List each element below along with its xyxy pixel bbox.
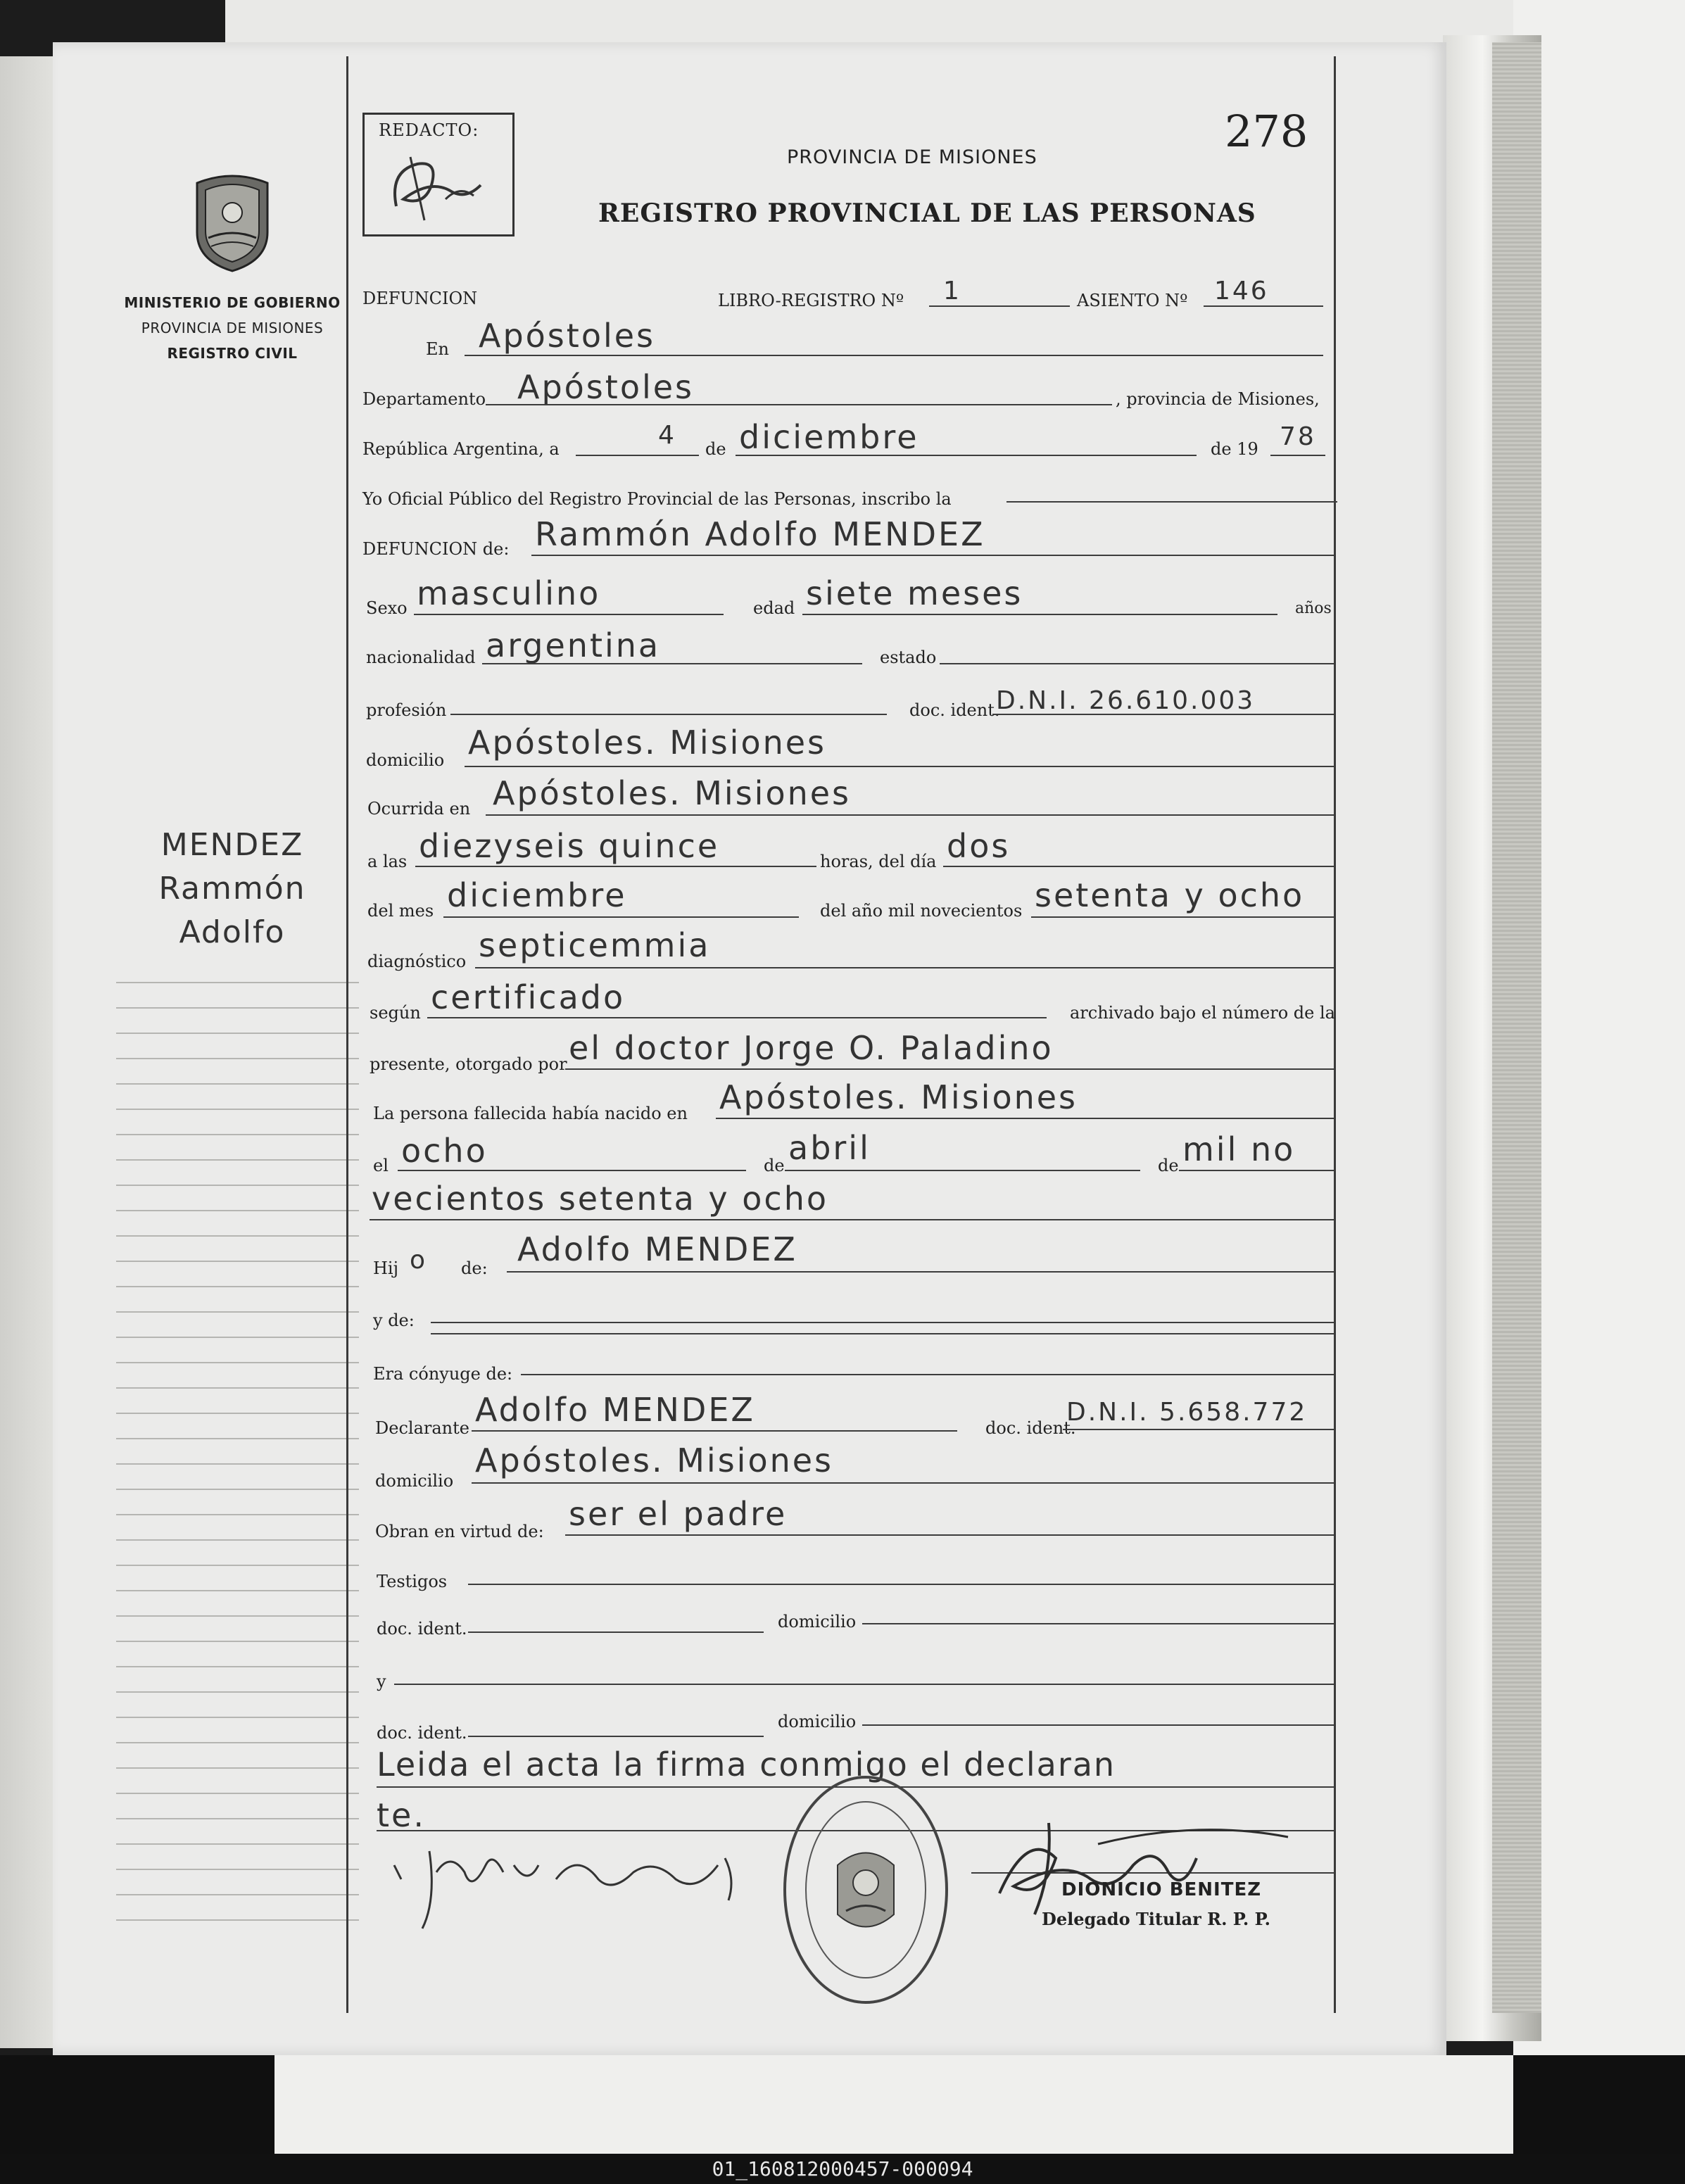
- nacionalidad-label: nacionalidad: [366, 648, 476, 667]
- margin-rule: [116, 1337, 359, 1338]
- registry-seal-stamp: [781, 1774, 950, 2006]
- declarante-value: Adolfo MENDEZ: [475, 1391, 755, 1429]
- month-underline: [736, 455, 1197, 456]
- profesion-underline: [450, 714, 887, 715]
- presente-label: presente, otorgado por: [370, 1054, 567, 1074]
- hijo-underline: [507, 1271, 1334, 1273]
- margin-rule: [116, 982, 359, 983]
- record-type-label: DEFUNCION: [362, 289, 478, 308]
- margin-rule: [116, 1843, 359, 1845]
- margin-rule: [116, 1261, 359, 1262]
- testigos-underline: [468, 1584, 1334, 1585]
- t2-doc-underline: [468, 1736, 764, 1737]
- nacido-label: La persona fallecida había nacido en: [373, 1104, 688, 1123]
- libro-underline: [929, 305, 1070, 307]
- sexo-label: Sexo: [366, 598, 408, 618]
- margin-rule: [116, 1109, 359, 1110]
- departamento-label: Departamento: [362, 389, 486, 409]
- nac-de2-label: de: [1158, 1156, 1179, 1175]
- mes-underline: [443, 916, 799, 918]
- redacto-label: REDACTO:: [379, 120, 479, 140]
- t1-dom-label: domicilio: [778, 1612, 857, 1631]
- registry-title: REGISTRO PROVINCIAL DE LAS PERSONAS: [598, 198, 1256, 228]
- margin-middle-name: Adolfo: [179, 914, 286, 950]
- diagnostico-underline: [475, 967, 1334, 968]
- profesion-label: profesión: [366, 700, 447, 720]
- margin-rule: [116, 1691, 359, 1693]
- asiento-value: 146: [1214, 277, 1269, 305]
- diagnostico-label: diagnóstico: [367, 952, 467, 971]
- margin-rule: [116, 1438, 359, 1439]
- doc-ident-label: doc. ident.: [909, 700, 1000, 720]
- margin-rule: [116, 1514, 359, 1515]
- dia-underline: [943, 866, 1334, 867]
- del-mes-label: del mes: [367, 901, 434, 921]
- horas-label: horas, del día: [820, 852, 937, 871]
- obran-label: Obran en virtud de:: [375, 1522, 544, 1541]
- el-label: el: [373, 1156, 389, 1175]
- province-title: PROVINCIA DE MISIONES: [787, 146, 1037, 168]
- year-value: 78: [1280, 422, 1316, 451]
- official-signature: [985, 1816, 1295, 1921]
- margin-rule: [116, 1387, 359, 1389]
- margin-rule: [116, 1919, 359, 1921]
- leida-line-2: te.: [377, 1796, 426, 1834]
- segun-label: según: [370, 1003, 421, 1023]
- asiento-underline: [1204, 305, 1323, 307]
- edad-value: siete meses: [806, 574, 1023, 612]
- nacionalidad-value: argentina: [486, 626, 661, 664]
- declarante-doc-underline: [1063, 1429, 1334, 1430]
- margin-rule: [116, 1210, 359, 1211]
- margin-rule: [116, 1767, 359, 1769]
- t2-dom-underline: [862, 1724, 1334, 1726]
- margin-rule: [116, 1413, 359, 1414]
- month-value: diciembre: [739, 418, 919, 456]
- asiento-label: ASIENTO Nº: [1077, 291, 1188, 310]
- presente-underline: [565, 1068, 1334, 1070]
- ministry-line-3: REGISTRO CIVIL: [167, 345, 298, 362]
- margin-rule: [116, 1641, 359, 1642]
- anio-underline: [1031, 916, 1334, 918]
- yo-oficial-text: Yo Oficial Público del Registro Provincial de las Personas, inscribo la: [362, 489, 952, 509]
- republica-label: República Argentina, a: [362, 439, 560, 459]
- ministry-line-1: MINISTERIO DE GOBIERNO: [124, 294, 341, 311]
- margin-rule: [116, 1793, 359, 1794]
- margin-rule: [116, 1311, 359, 1313]
- domicilio-underline: [465, 766, 1334, 767]
- decl-domicilio-value: Apóstoles. Misiones: [475, 1441, 834, 1479]
- official-name: DIONICIO BENITEZ: [1061, 1879, 1262, 1900]
- margin-rule: [116, 1134, 359, 1135]
- date-de-label: de: [705, 439, 726, 459]
- margin-rule: [116, 1362, 359, 1363]
- nac-anio-value-2: vecientos setenta y ocho: [372, 1180, 828, 1218]
- nac-dia-value: ocho: [401, 1132, 488, 1170]
- estado-label: estado: [880, 648, 937, 667]
- nacido-underline: [716, 1118, 1334, 1119]
- margin-rule: [116, 1159, 359, 1161]
- hijo-suffix: o: [410, 1246, 428, 1275]
- en-label: En: [426, 339, 449, 359]
- t1-dom-underline: [862, 1623, 1334, 1624]
- nac-anio-value-1: mil no: [1182, 1130, 1296, 1168]
- conyuge-label: Era cónyuge de:: [373, 1364, 513, 1384]
- margin-rule: [116, 1869, 359, 1870]
- background-top: [225, 0, 1563, 42]
- decl-domicilio-underline: [472, 1482, 1334, 1484]
- ministry-block: [113, 169, 352, 366]
- official-title: Delegado Titular R. P. P.: [1042, 1909, 1270, 1929]
- margin-rule: [116, 1717, 359, 1718]
- t2-doc-label: doc. ident.: [377, 1723, 467, 1743]
- page-number: 278: [1225, 106, 1308, 157]
- defuncion-de-underline: [531, 555, 1334, 556]
- t2-dom-label: domicilio: [778, 1712, 857, 1731]
- anio-mil-label: del año mil novecientos: [820, 901, 1023, 921]
- edad-underline: [802, 614, 1277, 615]
- image-caption: 01_160812000457-000094: [0, 2154, 1685, 2184]
- margin-name-block: [113, 823, 352, 954]
- t2-y-underline: [394, 1684, 1334, 1685]
- segun-value: certificado: [431, 978, 626, 1016]
- t1-doc-underline: [468, 1631, 764, 1633]
- provincia-suffix: , provincia de Misiones,: [1116, 389, 1320, 409]
- nac-de-label: de: [764, 1156, 785, 1175]
- margin-rule: [116, 1489, 359, 1490]
- year-underline: [1270, 455, 1325, 456]
- ministry-line-2: PROVINCIA DE MISIONES: [141, 320, 324, 336]
- margin-rule: [116, 1083, 359, 1085]
- leida-line-1: Leida el acta la firma conmigo el declaran: [377, 1746, 1116, 1784]
- margin-divider-line: [346, 56, 348, 2013]
- estado-underline: [940, 663, 1334, 664]
- ocurrida-label: Ocurrida en: [367, 799, 471, 819]
- hora-value: diezyseis quince: [419, 827, 720, 865]
- anio-value: setenta y ocho: [1035, 876, 1305, 914]
- obran-underline: [565, 1534, 1334, 1536]
- y-de-label: y de:: [373, 1311, 415, 1330]
- anos-label: años: [1295, 600, 1332, 617]
- archivado-label: archivado bajo el número de la: [1070, 1003, 1335, 1023]
- mes-value: diciembre: [447, 876, 627, 914]
- sexo-value: masculino: [417, 574, 601, 612]
- t2-y-label: y: [377, 1672, 386, 1691]
- margin-rule: [116, 1033, 359, 1034]
- nac-anio-underline-1: [1179, 1170, 1334, 1171]
- diagnostico-value: septicemmia: [479, 926, 711, 964]
- margin-rule: [116, 1818, 359, 1819]
- departamento-value: Apóstoles: [517, 368, 695, 406]
- declarante-doc-value: D.N.I. 5.658.772: [1066, 1398, 1308, 1427]
- day-underline: [576, 455, 699, 456]
- margin-rule: [116, 1590, 359, 1591]
- declarant-signature: [387, 1830, 753, 1943]
- nac-dia-underline: [398, 1170, 746, 1171]
- obran-value: ser el padre: [569, 1495, 788, 1533]
- year-prefix: de 19: [1211, 439, 1258, 459]
- margin-rule: [116, 1894, 359, 1895]
- y-de-underline-2: [431, 1333, 1334, 1334]
- nacionalidad-underline: [482, 663, 862, 664]
- libro-value: 1: [943, 277, 961, 305]
- segun-underline: [427, 1017, 1047, 1018]
- testigos-label: Testigos: [377, 1572, 448, 1591]
- margin-rule: [116, 1286, 359, 1287]
- nac-anio-underline-2: [370, 1219, 1334, 1220]
- departamento-underline: [486, 404, 1112, 405]
- doc-ident-underline: [992, 714, 1334, 715]
- hijo-label: Hij: [373, 1258, 399, 1278]
- province-emblem-icon: [190, 169, 274, 274]
- presente-value: el doctor Jorge O. Paladino: [569, 1029, 1054, 1067]
- y-de-underline: [431, 1322, 1334, 1323]
- hijo-value: Adolfo MENDEZ: [517, 1230, 797, 1268]
- hora-underline: [415, 866, 816, 867]
- doc-ident-value: D.N.I. 26.610.003: [996, 686, 1256, 715]
- margin-rule: [116, 1235, 359, 1237]
- right-border-line: [1334, 56, 1336, 2013]
- day-value: 4: [658, 421, 676, 450]
- declarante-underline: [472, 1430, 957, 1432]
- en-value: Apóstoles: [479, 317, 656, 355]
- defuncion-de-label: DEFUNCION de:: [362, 539, 510, 559]
- libro-label: LIBRO-REGISTRO Nº: [718, 291, 904, 310]
- margin-rule: [116, 1742, 359, 1743]
- redacto-initials-signature: [375, 143, 502, 227]
- margin-rule: [116, 1007, 359, 1009]
- nacido-value: Apóstoles. Misiones: [719, 1078, 1078, 1116]
- margin-surname: MENDEZ: [160, 827, 304, 863]
- margin-rule: [116, 1463, 359, 1465]
- domicilio-value: Apóstoles. Misiones: [468, 724, 827, 762]
- margin-rule: [116, 1058, 359, 1059]
- hijo-de-label: de:: [461, 1258, 488, 1278]
- a-las-label: a las: [367, 852, 408, 871]
- margin-rule: [116, 1185, 359, 1186]
- sexo-underline: [414, 614, 724, 615]
- ocurrida-value: Apóstoles. Misiones: [493, 774, 852, 812]
- en-underline: [465, 355, 1323, 356]
- defuncion-de-value: Rammón Adolfo MENDEZ: [535, 515, 985, 553]
- declarante-doc-label: doc. ident.: [985, 1418, 1076, 1438]
- redacto-box: [362, 113, 515, 236]
- margin-rule: [116, 1666, 359, 1667]
- edad-label: edad: [753, 598, 795, 618]
- dia-value: dos: [947, 827, 1011, 865]
- decl-domicilio-label: domicilio: [375, 1471, 454, 1491]
- margin-first-name: Rammón: [158, 871, 306, 907]
- bottom-light-strip: [274, 2055, 1513, 2154]
- nac-mes-value: abril: [788, 1129, 871, 1167]
- margin-rule: [116, 1615, 359, 1617]
- nac-mes-underline: [785, 1170, 1140, 1171]
- ocurrida-underline: [486, 814, 1334, 816]
- book-spine-cloth: [1492, 42, 1541, 2013]
- declarante-label: Declarante: [375, 1418, 469, 1438]
- t1-doc-label: doc. ident.: [377, 1619, 467, 1639]
- margin-rule: [116, 1565, 359, 1566]
- margin-rule: [116, 1539, 359, 1541]
- domicilio-label: domicilio: [366, 750, 445, 770]
- conyuge-underline: [521, 1374, 1334, 1375]
- yo-oficial-underline: [1006, 501, 1337, 503]
